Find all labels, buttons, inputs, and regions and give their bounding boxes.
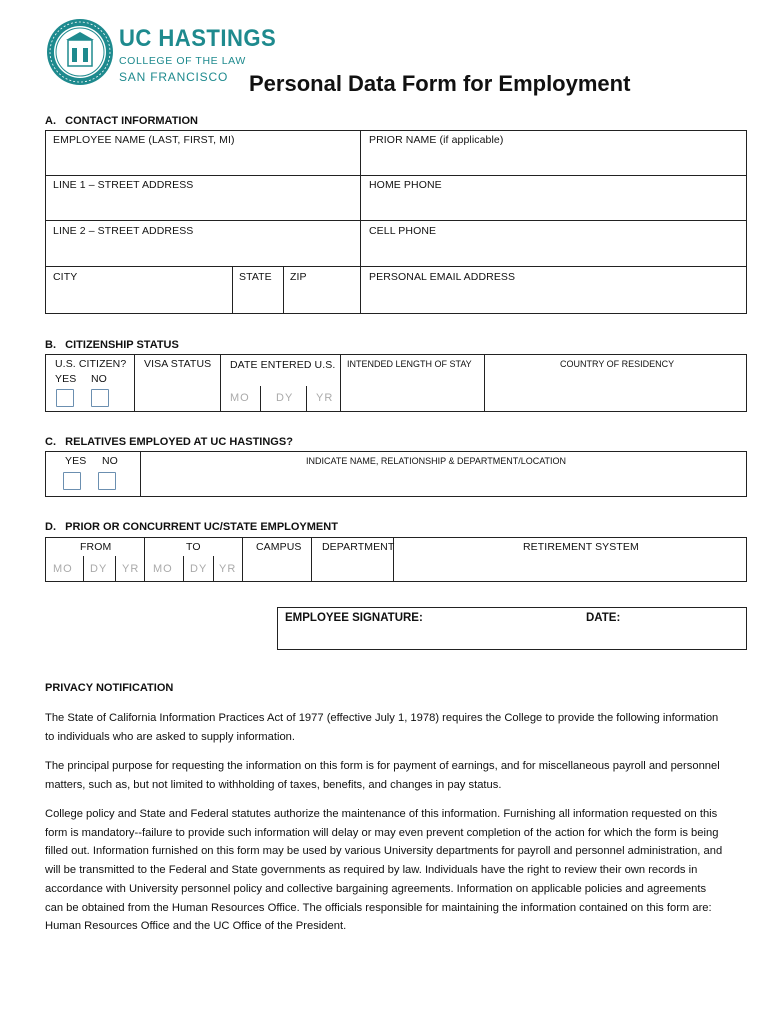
employee-name-field[interactable]: EMPLOYEE NAME (LAST, FIRST, MI) [53,134,235,146]
section-a-heading: A. CONTACT INFORMATION [45,115,198,127]
prior-employment-table [45,537,747,582]
address-line2-field[interactable]: LINE 2 – STREET ADDRESS [53,225,194,237]
to-day[interactable]: DY [190,563,208,575]
logo-line2: COLLEGE OF THE LAW [119,55,246,67]
city-field[interactable]: CITY [53,271,78,283]
logo-name: UC HASTINGS [119,25,277,52]
home-phone-field[interactable]: HOME PHONE [369,179,442,191]
section-d-heading: D. PRIOR OR CONCURRENT UC/STATE EMPLOYMENT [45,521,338,533]
signature-date-field[interactable]: DATE: [586,612,621,624]
relatives-yes-checkbox[interactable] [63,472,81,490]
date-entered-month[interactable]: MO [230,392,250,404]
relatives-details-field[interactable]: INDICATE NAME, RELATIONSHIP & DEPARTMENT/LOCATION [306,456,567,466]
visa-status-field[interactable]: VISA STATUS [144,358,212,370]
from-month[interactable]: MO [53,563,73,575]
us-citizen-label: U.S. CITIZEN? [55,358,127,370]
zip-field[interactable]: ZIP [290,271,307,283]
to-year[interactable]: YR [219,563,237,575]
privacy-paragraph-2: The principal purpose for requesting the information on this form is for payment of earnings, and for miscellaneous payroll and personnel matters, such as, but not limited to withholding of taxes, benefits, and changes in pay status. [45,760,720,791]
citizen-yes-checkbox[interactable] [56,389,74,407]
logo-line3: SAN FRANCISCO [119,70,229,84]
department-field[interactable]: DEPARTMENT [322,541,395,553]
date-entered-day[interactable]: DY [276,392,294,404]
section-c-heading: C. RELATIVES EMPLOYED AT UC HASTINGS? [45,436,293,448]
citizen-no-label: NO [91,373,107,385]
from-label: FROM [80,541,112,553]
to-label: TO [186,541,201,553]
privacy-heading: PRIVACY NOTIFICATION [45,682,174,694]
state-field[interactable]: STATE [239,271,272,283]
privacy-paragraph-3: College policy and State and Federal statutes authorize the maintenance of this information. Furnishing all information requested on this form is mandatory--failure to provide such information will delay or may even prevent completion of the action for which the form is being filled out. Information furnished on this form may be used by various University departments for payroll and personnel administration, and will be transmitted to the Federal and State governments as required by law. Individuals have the right to review their own records in accordance with University personnel policy and collective bargaining agreements. Information on applicable policies and agreements can be obtained from the Human Resources Office. The officials responsible for maintaining the information contained on this form are: Human Resources Office and the UC Office of the President. [45,808,723,933]
section-b-heading: B. CITIZENSHIP STATUS [45,339,179,351]
from-year[interactable]: YR [122,563,140,575]
retirement-system-field[interactable]: RETIREMENT SYSTEM [523,541,639,553]
college-seal [46,18,114,86]
citizen-no-checkbox[interactable] [91,389,109,407]
relatives-no-checkbox[interactable] [98,472,116,490]
intended-length-field[interactable]: INTENDED LENGTH OF STAY [347,359,472,369]
privacy-paragraph-1: The State of California Information Practices Act of 1977 (effective July 1, 1978) requires the College to provide the following information to individuals who are asked to supply information. [45,712,719,743]
to-month[interactable]: MO [153,563,173,575]
cell-phone-field[interactable]: CELL PHONE [369,225,437,237]
email-field[interactable]: PERSONAL EMAIL ADDRESS [369,271,516,283]
relatives-no-label: NO [102,455,118,467]
contact-table [45,130,747,314]
country-residency-field[interactable]: COUNTRY OF RESIDENCY [560,359,675,369]
address-line1-field[interactable]: LINE 1 – STREET ADDRESS [53,179,194,191]
employee-signature-field[interactable]: EMPLOYEE SIGNATURE: [285,612,423,624]
date-entered-year[interactable]: YR [316,392,334,404]
prior-name-field[interactable]: PRIOR NAME (if applicable) [369,134,504,146]
relatives-yes-label: YES [65,455,87,467]
date-entered-label: DATE ENTERED U.S. [230,359,336,371]
from-day[interactable]: DY [90,563,108,575]
citizen-yes-label: YES [55,373,77,385]
page-title: Personal Data Form for Employment [249,71,631,96]
campus-field[interactable]: CAMPUS [256,541,302,553]
